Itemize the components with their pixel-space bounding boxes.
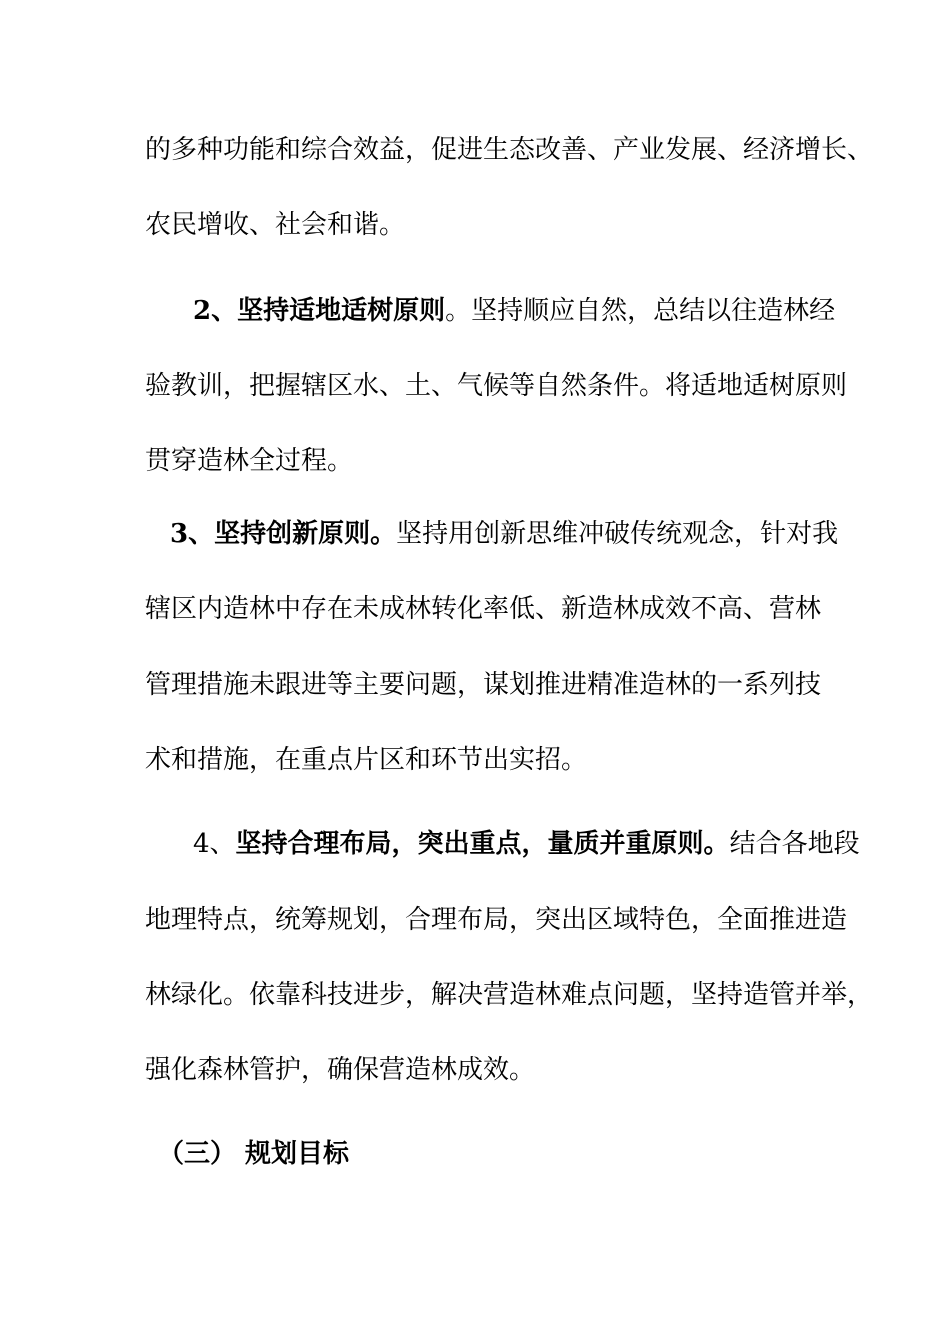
line-text: 辖区内造林中存在未成林转化率低、新造林成效不高、营林 [145, 594, 822, 624]
line-text: 林绿化。依靠科技进步，解决营造林难点问题，坚持造管并举， [145, 980, 874, 1010]
paragraph-line [145, 1053, 535, 1087]
line-text: 管理措施未跟进等主要问题，谋划推进精准造林的一系列技 [145, 670, 822, 700]
principle-4-number: 4、 [193, 829, 236, 859]
line-text: 结合各地段 [729, 829, 860, 859]
section-heading-line [158, 1137, 349, 1171]
section-heading: （三） 规划目标 [158, 1139, 350, 1169]
paragraph-line [145, 369, 847, 403]
paragraph-line [145, 133, 873, 167]
paragraph-line [145, 592, 821, 626]
principle-3-title: 3、坚持创新原则。 [170, 519, 397, 549]
line-text: 术和措施，在重点片区和环节出实招。 [145, 745, 588, 775]
paragraph-line [145, 208, 405, 242]
principle-4-title: 坚持合理布局，突出重点，量质并重原则。 [235, 829, 730, 859]
principle-2-title: 2、坚持适地适树原则 [193, 296, 446, 326]
principle-4-heading-line [193, 827, 860, 861]
paragraph-line [145, 444, 353, 478]
line-text: 农民增收、社会和谐。 [145, 210, 406, 240]
paragraph-line [145, 743, 587, 777]
paragraph-line [145, 978, 873, 1012]
line-text: 坚持用创新思维冲破传统观念，针对我 [396, 519, 839, 549]
paragraph-line [145, 903, 847, 937]
principle-2-heading-line [193, 294, 835, 328]
line-text: 的多种功能和综合效益，促进生态改善、产业发展、经济增长、 [145, 135, 874, 165]
line-text: 地理特点，统筹规划，合理布局，突出区域特色，全面推进造 [145, 905, 848, 935]
principle-3-heading-line [170, 517, 838, 551]
line-text: 强化森林管护，确保营造林成效。 [145, 1055, 536, 1085]
line-text: 贯穿造林全过程。 [145, 446, 354, 476]
line-text: 。坚持顺应自然，总结以往造林经 [445, 296, 836, 326]
paragraph-line [145, 668, 821, 702]
line-text: 验教训，把握辖区水、土、气候等自然条件。将适地适树原则 [145, 371, 848, 401]
